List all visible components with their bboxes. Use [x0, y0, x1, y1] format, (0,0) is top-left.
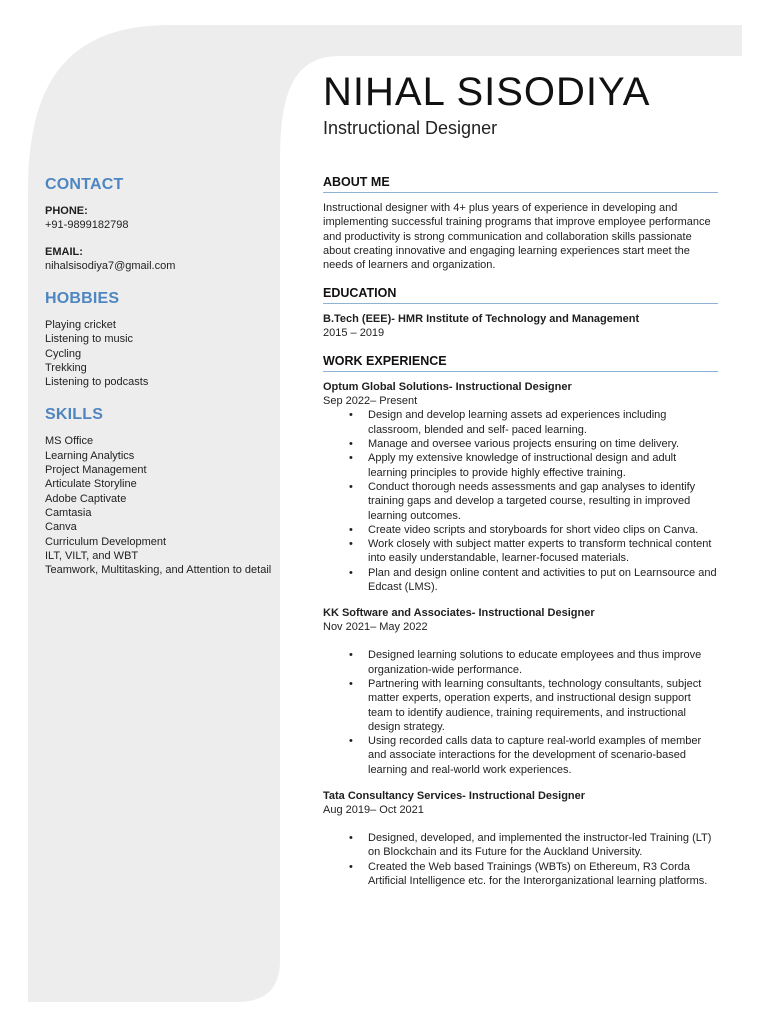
- phone-label: PHONE:: [45, 205, 88, 217]
- job-bullet: • Apply my extensive knowledge of instructional design and adult learning principles to provide highly effective training.: [349, 451, 718, 480]
- hobby-item: Trekking: [45, 361, 87, 374]
- main-content: [323, 70, 718, 900]
- job-dates: Aug 2019– Oct 2021: [323, 804, 424, 817]
- job-bullet: • Using recorded calls data to capture real-world examples of member and associate interactions for the development of scenario-based learning and real-world work experiences.: [349, 734, 718, 777]
- hobby-item: Playing cricket: [45, 319, 116, 331]
- phone-value: +91-9899182798: [45, 219, 129, 231]
- education-degree: B.Tech (EEE)- HMR Institute of Technology and Management: [323, 313, 640, 326]
- job-dates: Nov 2021– May 2022: [323, 621, 428, 634]
- skill-item: ILT, VILT, and WBT: [45, 549, 139, 562]
- job-bullet: • Plan and design online content and activities to put on Learnsource and Edcast (LMS).: [349, 566, 718, 595]
- job-title: Optum Global Solutions- Instructional Designer: [323, 381, 572, 394]
- hobbies-heading: HOBBIES: [45, 290, 120, 307]
- skill-item: Adobe Captivate: [45, 492, 127, 505]
- about-heading: ABOUT ME: [323, 175, 718, 193]
- job-bullet: • Work closely with subject matter experts to transform technical content into easily understandable, learner-focused materials.: [349, 537, 718, 566]
- skill-item: Curriculum Development: [45, 535, 167, 548]
- hobbies-section: [45, 290, 285, 389]
- skill-item: Project Management: [45, 464, 147, 477]
- hobbies-list: [45, 318, 285, 389]
- hobby-item: Cycling: [45, 347, 82, 360]
- email-label: EMAIL:: [45, 246, 83, 258]
- job-bullet: • Create video scripts and storyboards for short video clips on Canva.: [349, 523, 718, 537]
- job-bullets: [349, 408, 718, 594]
- job-entry: [323, 380, 718, 594]
- job-title: Tata Consultancy Services- Instructional Designer: [323, 790, 586, 803]
- job-entry: [323, 606, 718, 777]
- job-bullet: • Partnering with learning consultants, technology consultants, subject matter experts, operation experts, and instructional design support team to identify audience, training requirements, and instructional design strategy.: [349, 677, 718, 734]
- phone-block: [45, 204, 285, 232]
- work-heading: WORK EXPERIENCE: [323, 354, 718, 372]
- candidate-name: NIHAL SISODIYA: [323, 70, 651, 114]
- education-years: 2015 – 2019: [323, 327, 385, 340]
- skill-item: Camtasia: [45, 506, 92, 519]
- about-text: Instructional designer with 4+ plus years of experience in developing and implementing successful training programs that improve employee performance and productivity is strong communication and collaboration skills passionate about creating innovative and engaging learning experiences start meet the needs of learners and organization.: [323, 202, 711, 272]
- job-bullet: • Manage and oversee various projects ensuring on time delivery.: [349, 437, 718, 451]
- job-dates: Sep 2022– Present: [323, 395, 418, 408]
- hobby-item: Listening to podcasts: [45, 376, 149, 389]
- job-bullet: • Designed, developed, and implemented the instructor-led Training (LT) on Blockchain and its Future for the Auckland University.: [349, 831, 718, 860]
- contact-section: [45, 176, 285, 273]
- about-section: [323, 175, 718, 272]
- email-block: [45, 245, 285, 273]
- contact-heading: CONTACT: [45, 176, 124, 193]
- skills-heading: SKILLS: [45, 406, 104, 424]
- skills-list: [45, 434, 285, 577]
- job-bullets: [349, 648, 718, 777]
- skill-item: MS Office: [45, 435, 94, 448]
- hobby-item: Listening to music: [45, 333, 134, 346]
- job-bullet: • Created the Web based Trainings (WBTs) on Ethereum, R3 Corda Artificial Intelligence etc. for the Interorganizational learning platforms.: [349, 860, 718, 889]
- job-bullets: [349, 831, 718, 888]
- sidebar: [45, 176, 285, 594]
- skills-section: [45, 406, 285, 577]
- skill-item: Articulate Storyline: [45, 478, 137, 491]
- skill-item: Teamwork, Multitasking, and Attention to detail: [45, 564, 272, 577]
- job-bullet: • Design and develop learning assets ad experiences including classroom, blended and self- paced learning.: [349, 408, 718, 437]
- education-heading: EDUCATION: [323, 286, 718, 304]
- work-section: [323, 354, 718, 888]
- candidate-title: Instructional Designer: [323, 118, 498, 138]
- education-section: [323, 286, 718, 340]
- skill-item: Canva: [45, 521, 77, 534]
- job-entry: [323, 789, 718, 888]
- job-bullet: • Conduct thorough needs assessments and gap analyses to identify training gaps and develop a targeted course, resulting in improved learning outcomes.: [349, 480, 718, 523]
- email-value: nihalsisodiya7@gmail.com: [45, 260, 176, 272]
- skill-item: Learning Analytics: [45, 449, 135, 462]
- job-title: KK Software and Associates- Instructional Designer: [323, 607, 595, 620]
- job-bullet: • Designed learning solutions to educate employees and thus improve organization-wide performance.: [349, 648, 718, 677]
